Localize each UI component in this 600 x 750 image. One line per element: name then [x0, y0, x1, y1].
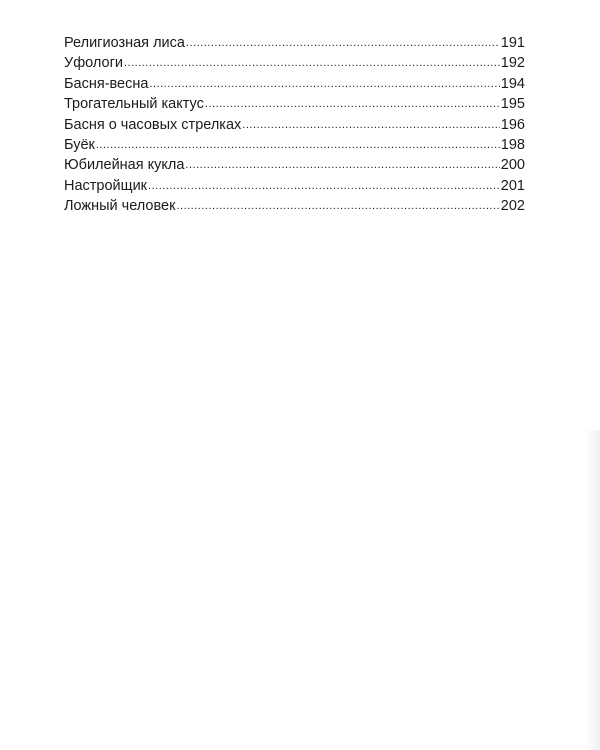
toc-entry-page: 201 [500, 177, 525, 194]
toc-entry-title: Басня о часовых стрелках [64, 116, 242, 133]
toc-entry-page: 191 [500, 35, 525, 51]
toc-entry-page: 202 [500, 198, 525, 215]
toc-entry [64, 33, 525, 53]
table-of-contents [64, 33, 525, 217]
toc-entry [64, 115, 525, 135]
toc-dot-leader [176, 195, 499, 216]
toc-dot-leader [242, 114, 500, 135]
toc-entry [64, 155, 525, 175]
toc-entry-title: Уфологи [64, 55, 123, 72]
toc-entry-page: 192 [500, 55, 525, 72]
toc-entry [64, 94, 525, 114]
toc-dot-leader [186, 32, 500, 53]
toc-dot-leader [185, 154, 499, 175]
toc-entry-title: Настройщик [64, 177, 148, 194]
toc-entry [64, 53, 525, 73]
toc-entry-title: Религиозная лиса [64, 35, 185, 51]
toc-entry [64, 74, 525, 94]
toc-dot-leader [96, 134, 500, 155]
toc-entry-title: Юбилейная кукла [64, 157, 185, 174]
toc-dot-leader [124, 52, 500, 73]
toc-dot-leader [149, 73, 499, 94]
toc-entry-title: Буёк [64, 136, 95, 153]
toc-entry-title: Трогательный кактус [64, 96, 204, 113]
toc-entry-page: 194 [500, 75, 525, 92]
toc-entry-page: 200 [500, 157, 525, 174]
toc-entry [64, 196, 525, 216]
toc-entry-title: Ложный человек [64, 198, 176, 215]
toc-entry [64, 176, 525, 196]
toc-dot-leader [148, 175, 500, 196]
toc-entry [64, 135, 525, 155]
toc-dot-leader [205, 93, 500, 114]
toc-entry-page: 195 [500, 96, 525, 113]
page-edge-shadow [586, 430, 600, 750]
toc-entry-page: 198 [500, 136, 525, 153]
toc-entry-page: 196 [500, 116, 525, 133]
toc-entry-title: Басня-весна [64, 75, 149, 92]
